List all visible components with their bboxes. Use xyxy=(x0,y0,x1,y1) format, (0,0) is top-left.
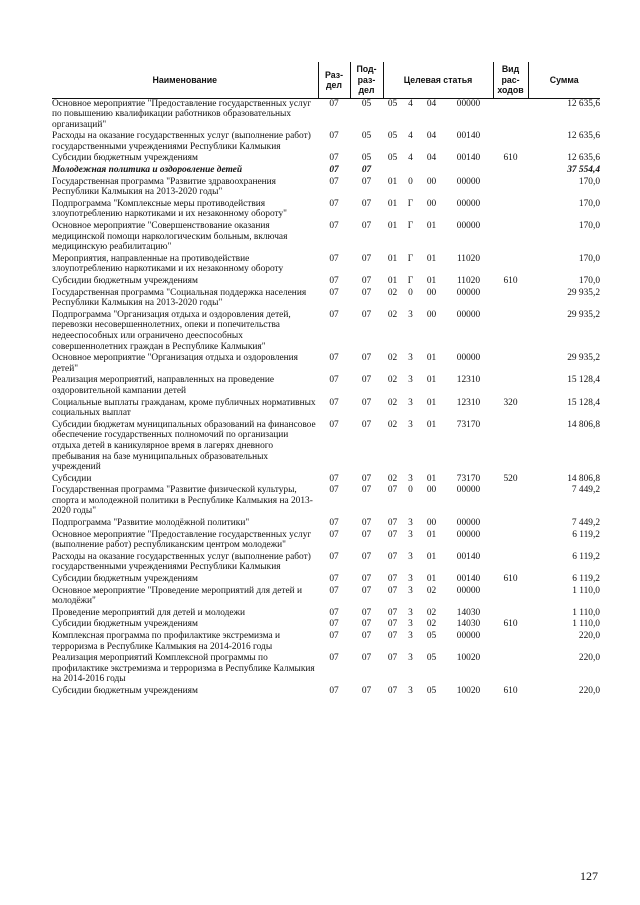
row-activity-code: 01 xyxy=(426,551,437,562)
header-name: Наименование xyxy=(52,62,318,98)
row-subprogram-code: 3 xyxy=(408,397,413,408)
table-row xyxy=(52,608,600,620)
row-sum: 220,0 xyxy=(578,685,600,696)
row-activity-code: 01 xyxy=(426,221,437,232)
row-expense-type xyxy=(493,165,528,177)
row-direction-code: 00140 xyxy=(456,574,481,585)
row-name: Реализация мероприятий Комплексной программы по профилактике экстремизма и терроризма в Республике Калмыкия на 2014-2016 годы xyxy=(52,653,315,685)
row-subsection: 07 xyxy=(361,473,372,484)
row-activity-code: 01 xyxy=(426,276,437,286)
row-section: 07 xyxy=(329,198,339,209)
row-expense-type: 610 xyxy=(503,619,518,630)
table-row xyxy=(52,131,600,153)
row-activity-code xyxy=(419,165,444,177)
row-section: 07 xyxy=(329,518,339,529)
row-section: 07 xyxy=(329,375,339,386)
row-activity-code: 01 xyxy=(426,253,437,264)
row-name: Социальные выплаты гражданам, кроме публичных нормативных социальных выплат xyxy=(52,397,316,419)
row-name: Подпрограмма "Организация отдыха и оздоровления детей, перевозки несовершеннолетних, опеки и попечительства недееспособных или ограничено дееспособных совершеннолетних граждан в Республике Калмыкия" xyxy=(52,309,291,352)
row-subprogram-code: Г xyxy=(407,276,414,286)
row-subsection: 07 xyxy=(361,485,372,496)
row-activity-code: 01 xyxy=(426,375,437,386)
header-subsection: Под- раз- дел xyxy=(350,62,383,98)
header-section: Раз- дел xyxy=(318,62,350,98)
row-subsection: 07 xyxy=(361,397,372,408)
row-sum: 14 806,8 xyxy=(567,473,600,484)
row-activity-code: 05 xyxy=(426,653,437,664)
table-row xyxy=(52,177,600,199)
row-expense-type xyxy=(493,608,528,620)
table-row xyxy=(52,288,600,310)
row-name: Расходы на оказание государственных услуг (выполнение работ) государственными учреждениями Республики Калмыкия xyxy=(52,131,311,152)
row-name: Субсидии бюджетным учреждениям xyxy=(52,685,198,696)
row-expense-type xyxy=(493,221,528,254)
row-program-code: 07 xyxy=(387,529,398,540)
row-subsection: 07 xyxy=(361,198,372,209)
row-name: Основное мероприятие "Предоставление государственных услуг по повышению квалификации работников образовательных организаций" xyxy=(52,98,312,130)
row-direction-code: 10020 xyxy=(456,653,481,664)
table-row xyxy=(52,221,600,254)
row-program-code: 07 xyxy=(387,685,398,696)
row-section: 07 xyxy=(329,153,339,164)
row-direction-code: 00000 xyxy=(456,631,481,641)
row-activity-code: 01 xyxy=(426,529,437,540)
table-row xyxy=(52,398,600,420)
row-activity-code: 04 xyxy=(426,98,437,109)
row-subprogram-code: Г xyxy=(407,221,414,232)
row-expense-type xyxy=(493,131,528,153)
row-subsection: 07 xyxy=(361,551,372,562)
row-direction-code: 12310 xyxy=(456,397,481,408)
row-sum: 29 935,2 xyxy=(567,353,600,364)
row-sum: 170,0 xyxy=(578,198,600,209)
table-row xyxy=(52,518,600,530)
table-row xyxy=(52,353,600,375)
row-section: 07 xyxy=(329,131,339,142)
table-row xyxy=(52,310,600,353)
row-sum: 220,0 xyxy=(578,653,600,664)
row-program-code: 02 xyxy=(387,375,398,386)
row-section: 07 xyxy=(329,685,339,696)
row-expense-type: 520 xyxy=(503,473,518,484)
row-sum: 14 806,8 xyxy=(567,419,600,430)
row-activity-code: 04 xyxy=(426,131,437,142)
row-expense-type xyxy=(493,288,528,310)
row-activity-code: 02 xyxy=(426,619,437,630)
row-direction-code: 00000 xyxy=(456,98,481,109)
row-program-code: 07 xyxy=(387,518,398,529)
row-sum: 1 110,0 xyxy=(572,585,600,596)
row-program-code: 02 xyxy=(387,473,398,484)
row-activity-code: 00 xyxy=(426,176,437,187)
row-section: 07 xyxy=(329,574,339,585)
row-sum: 1 110,0 xyxy=(572,607,600,618)
row-expense-type: 610 xyxy=(503,574,518,585)
row-subprogram-code: 3 xyxy=(408,419,413,430)
table-row xyxy=(52,653,600,686)
row-direction-code: 73170 xyxy=(456,473,481,484)
row-subprogram-code: 4 xyxy=(408,131,413,142)
row-program-code: 07 xyxy=(387,485,398,496)
row-program-code: 01 xyxy=(387,221,398,232)
row-section: 07 xyxy=(329,276,339,286)
row-name: Субсидии бюджетным учреждениям xyxy=(52,619,198,630)
row-program-code: 01 xyxy=(387,198,398,209)
row-activity-code: 01 xyxy=(426,397,437,408)
row-sum: 37 554,4 xyxy=(567,165,600,176)
row-section: 07 xyxy=(329,473,339,484)
row-section: 07 xyxy=(329,585,339,596)
row-sum: 7 449,2 xyxy=(571,485,600,496)
row-direction-code: 10020 xyxy=(456,685,481,696)
row-name: Мероприятия, направленные на противодействие злоупотреблению наркотиками и их незаконному обороту xyxy=(52,253,284,275)
row-subsection: 05 xyxy=(361,98,372,109)
row-subprogram-code: 3 xyxy=(408,518,413,529)
row-subprogram-code: 4 xyxy=(408,98,413,109)
row-direction-code: 00000 xyxy=(456,353,481,364)
row-activity-code: 00 xyxy=(426,287,437,298)
row-subsection: 07 xyxy=(361,353,372,364)
row-subsection: 05 xyxy=(361,131,372,142)
row-section: 07 xyxy=(329,529,339,540)
row-section: 07 xyxy=(329,221,339,232)
row-expense-type xyxy=(493,177,528,199)
row-name: Подпрограмма "Развитие молодёжной политики" xyxy=(52,518,250,529)
row-subsection: 07 xyxy=(361,309,372,320)
row-expense-type: 320 xyxy=(503,397,518,408)
row-expense-type xyxy=(493,552,528,574)
row-sum: 29 935,2 xyxy=(567,309,600,320)
row-program-code: 05 xyxy=(387,98,398,109)
row-program-code: 01 xyxy=(387,253,398,264)
row-subprogram-code: Г xyxy=(407,198,414,209)
row-section: 07 xyxy=(329,253,339,264)
row-program-code: 07 xyxy=(387,551,398,562)
row-expense-type xyxy=(493,353,528,375)
table-row xyxy=(52,485,600,518)
row-section: 07 xyxy=(329,551,339,562)
row-subprogram-code: 0 xyxy=(408,176,413,187)
row-name: Субсидии бюджетным учреждениям xyxy=(52,276,198,286)
row-expense-type xyxy=(493,518,528,530)
row-name: Проведение мероприятий для детей и молодежи xyxy=(52,607,246,618)
row-expense-type: 610 xyxy=(503,276,518,286)
row-name: Основное мероприятие "Совершенствование оказания медицинской помощи наркологическим больным, включая медицинскую реабилитацию" xyxy=(52,221,288,253)
row-activity-code: 00 xyxy=(426,485,437,496)
row-subsection: 07 xyxy=(361,518,372,529)
row-direction-code: 00000 xyxy=(456,309,481,320)
row-name: Основное мероприятие "Предоставление государственных услуг (выполнение работ) республиканским центром молодежи" xyxy=(52,529,312,551)
row-section: 07 xyxy=(329,176,339,187)
row-section: 07 xyxy=(329,287,339,298)
row-name: Государственная программа "Развитие физической культуры, спорта и молодежной политики в Республике Калмыкия на 2013-2020 годы" xyxy=(52,485,313,517)
row-name: Основное мероприятие "Организация отдыха и оздоровления детей" xyxy=(52,353,298,374)
row-expense-type xyxy=(493,375,528,397)
row-activity-code: 01 xyxy=(426,473,437,484)
row-section: 07 xyxy=(329,98,339,109)
row-direction-code: 11020 xyxy=(456,276,481,286)
row-direction-code: 00000 xyxy=(456,585,481,596)
row-program-code: 02 xyxy=(387,419,398,430)
table-header-row xyxy=(52,62,600,98)
row-subsection: 07 xyxy=(361,585,372,596)
row-direction-code: 00000 xyxy=(456,485,481,496)
row-activity-code: 02 xyxy=(426,607,437,618)
table-row xyxy=(52,574,600,586)
row-activity-code: 00 xyxy=(426,309,437,320)
row-expense-type xyxy=(493,199,528,221)
row-program-code: 07 xyxy=(387,607,398,618)
row-name: Молодежная политика и оздоровление детей xyxy=(52,165,243,176)
row-program-code: 07 xyxy=(387,653,398,664)
row-section: 07 xyxy=(329,631,339,641)
row-sum: 170,0 xyxy=(578,176,600,187)
row-expense-type xyxy=(493,485,528,518)
row-subsection: 07 xyxy=(361,375,372,386)
row-program-code: 01 xyxy=(387,176,398,187)
row-direction-code: 00000 xyxy=(456,529,481,540)
row-expense-type xyxy=(493,420,528,474)
row-direction-code: 00000 xyxy=(456,518,481,529)
row-sum: 6 119,2 xyxy=(572,574,600,585)
row-name: Расходы на оказание государственных услуг (выполнение работ) государственными учреждениями Республики Калмыкия xyxy=(52,551,311,573)
row-sum: 7 449,2 xyxy=(571,518,600,529)
row-subprogram-code: 3 xyxy=(408,473,413,484)
row-expense-type xyxy=(493,310,528,353)
row-subsection: 07 xyxy=(361,276,372,286)
table-row xyxy=(52,98,600,131)
row-subsection: 07 xyxy=(361,631,372,641)
row-activity-code: 01 xyxy=(426,353,437,364)
row-direction-code: 00140 xyxy=(456,153,481,164)
row-subsection: 07 xyxy=(361,221,372,232)
table-row xyxy=(52,586,600,608)
table-row xyxy=(52,254,600,276)
row-activity-code: 05 xyxy=(426,631,437,641)
row-expense-type xyxy=(493,631,528,653)
row-direction-code: 00000 xyxy=(456,287,481,298)
row-direction-code: 00140 xyxy=(456,131,481,142)
row-subsection: 07 xyxy=(361,685,372,696)
row-activity-code: 05 xyxy=(426,685,437,696)
row-subprogram-code: 3 xyxy=(408,685,413,696)
row-sum: 12 635,6 xyxy=(567,153,600,164)
row-name: Комплексная программа по профилактике экстремизма и терроризма в Республике Калмыкия на 2014-2016 годы xyxy=(52,631,281,652)
row-subsection: 07 xyxy=(361,653,372,664)
row-subsection: 07 xyxy=(361,419,372,430)
row-subprogram-code: 3 xyxy=(408,309,413,320)
row-section: 07 xyxy=(329,353,339,364)
row-name: Субсидии бюджетам муниципальных образований на финансовое обеспечение государственных полномочий по организации отдыха детей в каникулярное время в лагерях дневного пребывания на базе муниципальных образовательных учреждений xyxy=(52,419,316,473)
row-sum: 170,0 xyxy=(578,253,600,264)
page-number: 127 xyxy=(580,869,598,883)
table-row xyxy=(52,631,600,653)
row-section: 07 xyxy=(329,607,339,618)
row-activity-code: 00 xyxy=(426,518,437,529)
row-program-code: 07 xyxy=(387,585,398,596)
row-activity-code: 01 xyxy=(426,419,437,430)
row-subsection: 07 xyxy=(361,176,372,187)
row-sum: 12 635,6 xyxy=(567,131,600,142)
row-direction-code: 14030 xyxy=(456,619,481,630)
row-subsection: 05 xyxy=(361,153,372,164)
row-direction-code: 00140 xyxy=(456,551,481,562)
row-subprogram-code: 3 xyxy=(408,607,413,618)
row-name: Субсидии бюджетным учреждениям xyxy=(52,574,198,585)
row-expense-type xyxy=(493,653,528,686)
row-subprogram-code: 3 xyxy=(408,585,413,596)
row-sum: 1 110,0 xyxy=(572,619,600,630)
row-subsection: 07 xyxy=(361,529,372,540)
row-subprogram-code: 3 xyxy=(408,653,413,664)
row-subsection: 07 xyxy=(361,253,372,264)
row-sum: 170,0 xyxy=(578,276,600,286)
row-program-code: 02 xyxy=(387,309,398,320)
header-target-article: Целевая статья xyxy=(383,62,493,98)
row-subprogram-code: 4 xyxy=(408,153,413,164)
row-subprogram-code: 3 xyxy=(408,574,413,585)
row-name: Субсидии xyxy=(52,473,92,484)
table-row xyxy=(52,199,600,221)
row-sum: 15 128,4 xyxy=(567,375,600,386)
row-name: Основное мероприятие "Проведение мероприятий для детей и молодёжи" xyxy=(52,585,303,607)
row-expense-type xyxy=(493,586,528,608)
row-expense-type xyxy=(493,98,528,131)
row-direction-code: 00000 xyxy=(456,221,481,232)
row-sum: 6 119,2 xyxy=(572,529,600,540)
row-section: 07 xyxy=(329,419,339,430)
row-direction-code: 73170 xyxy=(456,419,481,430)
table-row xyxy=(52,619,600,631)
row-section: 07 xyxy=(329,653,339,664)
row-subsection: 07 xyxy=(361,619,372,630)
row-program-code: 02 xyxy=(387,397,398,408)
row-activity-code: 00 xyxy=(426,198,437,209)
row-expense-type xyxy=(493,254,528,276)
row-sum: 29 935,2 xyxy=(567,287,600,298)
row-sum: 6 119,2 xyxy=(572,551,600,562)
row-subsection: 07 xyxy=(361,165,372,176)
row-direction-code: 11020 xyxy=(456,253,481,264)
row-section: 07 xyxy=(329,619,339,630)
row-name: Субсидии бюджетным учреждениям xyxy=(52,153,198,164)
table-row xyxy=(52,420,600,474)
row-name: Государственная программа "Социальная поддержка населения Республики Калмыкия на 2013-2020 годы" xyxy=(52,287,307,309)
row-program-code xyxy=(383,165,402,177)
row-subsection: 07 xyxy=(361,287,372,298)
row-sum: 220,0 xyxy=(578,631,600,641)
row-program-code: 05 xyxy=(387,131,398,142)
row-name: Государственная программа "Развитие здравоохранения Республики Калмыкия на 2013-2020 годы" xyxy=(52,176,276,198)
row-sum: 170,0 xyxy=(578,221,600,232)
row-direction-code: 00000 xyxy=(456,198,481,209)
row-program-code: 07 xyxy=(387,631,398,641)
row-subprogram-code: 3 xyxy=(408,551,413,562)
row-program-code: 02 xyxy=(387,287,398,298)
row-activity-code: 01 xyxy=(426,574,437,585)
row-program-code: 07 xyxy=(387,574,398,585)
table-row xyxy=(52,474,600,486)
row-section: 07 xyxy=(329,309,339,320)
row-subprogram-code: 3 xyxy=(408,375,413,386)
table-row xyxy=(52,165,600,177)
header-expense-type: Вид рас- ходов xyxy=(493,62,528,98)
row-activity-code: 02 xyxy=(426,585,437,596)
row-section: 07 xyxy=(329,485,339,496)
table-row xyxy=(52,276,600,288)
row-subprogram-code: 3 xyxy=(408,353,413,364)
row-name: Реализация мероприятий, направленных на проведение оздоровительной кампании детей xyxy=(52,375,275,396)
row-direction-code: 14030 xyxy=(456,607,481,618)
row-program-code: 07 xyxy=(387,619,398,630)
row-expense-type: 610 xyxy=(503,153,518,164)
row-program-code: 05 xyxy=(387,153,398,164)
row-program-code: 02 xyxy=(387,353,398,364)
row-section: 07 xyxy=(329,397,339,408)
budget-table xyxy=(52,62,600,698)
row-direction-code: 12310 xyxy=(456,375,481,386)
row-subsection: 07 xyxy=(361,607,372,618)
row-sum: 15 128,4 xyxy=(567,397,600,408)
row-subprogram-code: 3 xyxy=(408,631,413,641)
row-subprogram-code: Г xyxy=(407,253,414,264)
row-program-code: 01 xyxy=(387,276,398,286)
table-row xyxy=(52,375,600,397)
row-expense-type xyxy=(493,530,528,552)
table-body xyxy=(52,98,600,698)
row-section: 07 xyxy=(329,165,339,176)
row-activity-code: 04 xyxy=(426,153,437,164)
row-subprogram-code: 0 xyxy=(408,485,413,496)
header-sum: Сумма xyxy=(528,62,600,98)
row-direction-code xyxy=(444,165,493,177)
table-row xyxy=(52,153,600,165)
row-subprogram-code: 3 xyxy=(408,619,413,630)
table-row xyxy=(52,530,600,552)
row-subprogram-code: 0 xyxy=(408,287,413,298)
row-subsection: 07 xyxy=(361,574,372,585)
row-subprogram-code: 3 xyxy=(408,529,413,540)
table-row xyxy=(52,552,600,574)
row-sum: 12 635,6 xyxy=(567,98,600,109)
row-expense-type: 610 xyxy=(503,685,518,696)
row-direction-code: 00000 xyxy=(456,176,481,187)
row-name: Подпрограмма "Комплексные меры противодействия злоупотреблению наркотиками и их незаконному обороту" xyxy=(52,198,288,220)
row-subprogram-code xyxy=(402,165,419,177)
table-row xyxy=(52,686,600,698)
